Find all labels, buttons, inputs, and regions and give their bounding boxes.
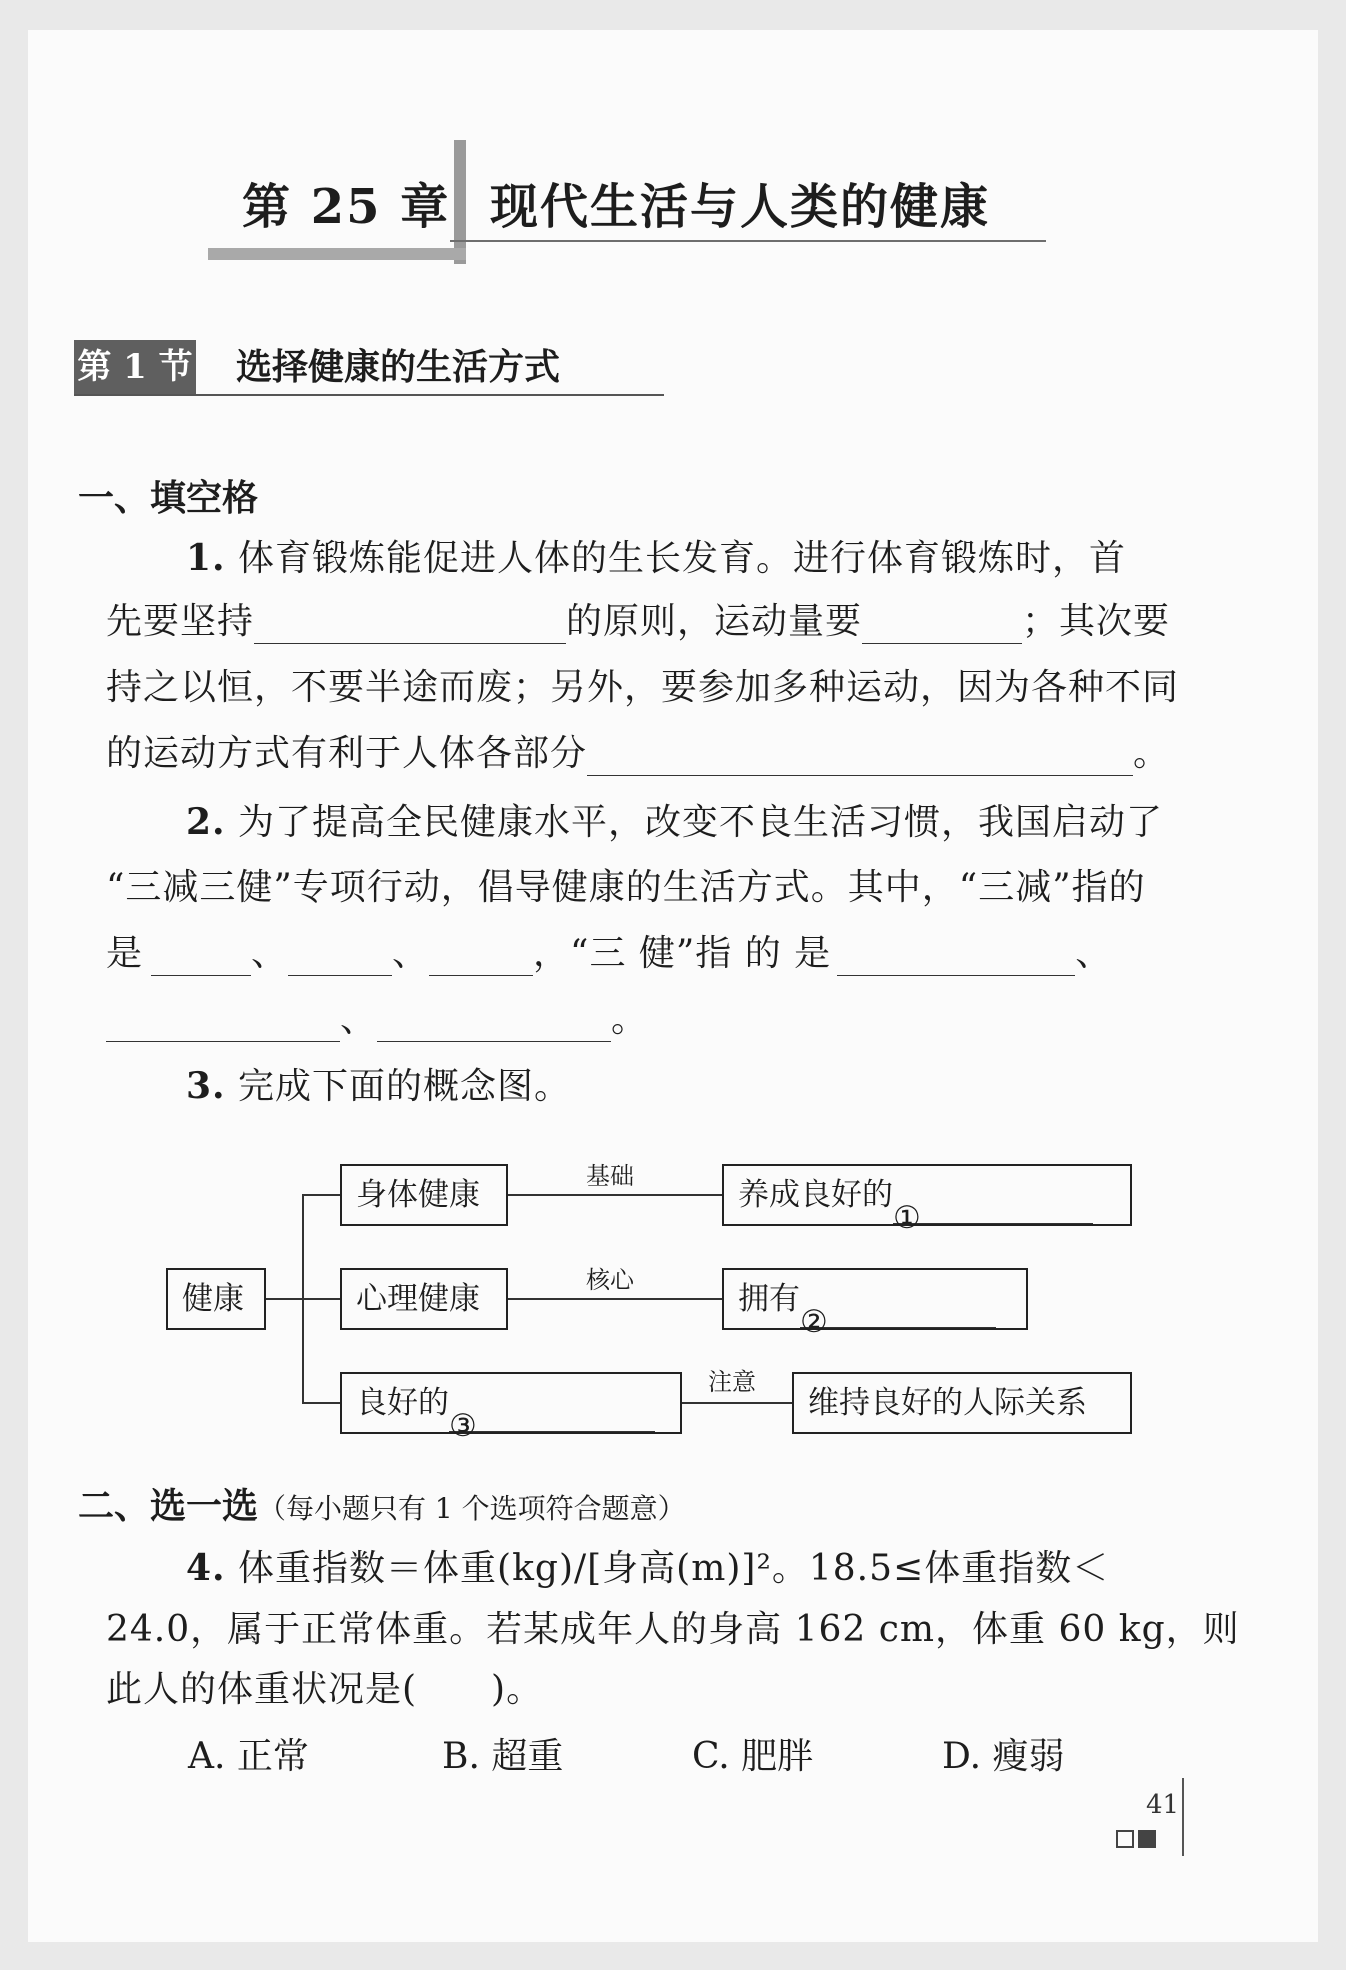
part1-heading: 一、填空格 (78, 478, 259, 519)
node-social (340, 1372, 682, 1444)
q1-text-2a: 先要坚持 (106, 601, 255, 642)
q4-text-1: 体重指数＝体重(kg)/[身高(m)]²。18.5≤体重指数＜ (238, 1548, 1110, 1589)
q2-sep-2: 、 (392, 933, 430, 974)
part2-heading-note: （每小题只有 1 个选项符合题意） (258, 1492, 686, 1525)
q2-sep-4: 、 (340, 999, 378, 1040)
q2-end: 。 (611, 999, 649, 1040)
option-b[interactable]: B. 超重 (442, 1736, 564, 1777)
q1-text-2b: 的原则，运动量要 (566, 601, 863, 642)
q2-sep-3: 、 (1075, 933, 1113, 974)
edge-line-2 (508, 1298, 722, 1300)
chapter-divider-bar (454, 140, 466, 264)
edge-line-1 (508, 1194, 722, 1196)
q2-blank-1[interactable] (151, 939, 251, 976)
q2-sep-1: 、 (251, 933, 289, 974)
chapter-number: 第 25 章 (242, 179, 451, 235)
edge-label-foundation: 基础 (586, 1162, 634, 1190)
edge-label-core: 核心 (586, 1266, 634, 1294)
q1-text-4b: 。 (1133, 733, 1171, 774)
q2-text-3a: 是 (106, 933, 144, 974)
q2-blank-5[interactable] (106, 1005, 340, 1042)
q4-line1 (186, 1546, 1109, 1591)
option-d[interactable]: D. 瘦弱 (942, 1736, 1065, 1777)
circle-3-marker: ③ (449, 1408, 477, 1444)
q1-blank-1[interactable] (254, 607, 566, 644)
page-number-bar (1182, 1778, 1184, 1856)
q1-text-2c: ；其次要 (1022, 601, 1171, 642)
root-connector (266, 1298, 302, 1300)
branch-2 (302, 1298, 342, 1300)
branch-3 (302, 1402, 342, 1404)
q3-line (186, 1064, 571, 1109)
q2-number: 2. (186, 801, 226, 843)
q1-text-1: 体育锻炼能促进人体的生长发育。进行体育锻炼时，首 (238, 538, 1127, 579)
q1-line3: 持之以恒，不要半途而废；另外，要参加多种运动，因为各种不同 (106, 667, 1180, 708)
edge-line-3 (682, 1402, 792, 1404)
blank-2[interactable] (800, 1293, 996, 1340)
node-physical-health: 身体健康 (340, 1164, 508, 1226)
chapter-underline (450, 240, 1046, 242)
q2-line1 (186, 800, 1163, 845)
node-target-3: 维持良好的人际关系 (792, 1372, 1132, 1434)
blank-3[interactable] (449, 1397, 655, 1444)
filled-square-icon (1138, 1830, 1156, 1848)
option-c[interactable]: C. 肥胖 (692, 1736, 814, 1777)
blank-1[interactable] (893, 1189, 1093, 1236)
part2-heading (78, 1478, 686, 1529)
node-target-2 (722, 1268, 1028, 1340)
part2-heading-text: 二、选一选 (78, 1486, 259, 1527)
node-mental-health: 心理健康 (340, 1268, 508, 1330)
q1-blank-2[interactable] (862, 607, 1022, 644)
q3-number: 3. (186, 1065, 226, 1107)
node-health: 健康 (166, 1268, 266, 1330)
q2-line3 (106, 932, 1112, 976)
q2-blank-4[interactable] (837, 939, 1075, 976)
q3-text: 完成下面的概念图。 (238, 1066, 572, 1107)
q2-blank-2[interactable] (288, 939, 392, 976)
q2-text-3b: ，“三 健”指 的 是 (533, 933, 832, 974)
circle-2-marker: ② (800, 1304, 828, 1340)
node-target-1-prefix: 养成良好的 (738, 1177, 893, 1213)
q2-line2: “三减三健”专项行动，倡导健康的生活方式。其中，“三减”指的 (106, 867, 1146, 908)
q4-line2: 24.0，属于正常体重。若某成年人的身高 162 cm，体重 60 kg，则 (106, 1609, 1240, 1650)
node-social-prefix: 良好的 (356, 1385, 449, 1421)
q1-blank-3[interactable] (587, 739, 1133, 776)
branch-1 (302, 1194, 342, 1196)
node-target-1 (722, 1164, 1132, 1236)
q1-line2 (106, 600, 1170, 644)
chapter-shadow-bar (208, 248, 466, 260)
hollow-square-icon (1116, 1830, 1134, 1848)
edge-label-attention: 注意 (708, 1368, 756, 1396)
page (28, 30, 1318, 1942)
q1-line1 (186, 536, 1126, 581)
q4-number: 4. (186, 1547, 226, 1589)
q2-text-1: 为了提高全民健康水平，改变不良生活习惯，我国启动了 (238, 802, 1164, 843)
circle-1-marker: ① (893, 1200, 921, 1236)
q1-text-4a: 的运动方式有利于人体各部分 (106, 733, 588, 774)
q2-blank-3[interactable] (429, 939, 533, 976)
node-target-2-prefix: 拥有 (738, 1281, 800, 1317)
q1-number: 1. (186, 537, 226, 579)
q1-line4 (106, 732, 1170, 776)
section-title: 选择健康的生活方式 (236, 346, 561, 388)
option-a[interactable]: A. 正常 (188, 1736, 309, 1777)
chapter-title: 现代生活与人类的健康 (490, 179, 991, 235)
page-number: 41 (1146, 1790, 1180, 1820)
q2-blank-6[interactable] (377, 1005, 611, 1042)
section-badge: 第 1 节 (74, 340, 196, 394)
q4-line3: 此人的体重状况是( )。 (106, 1669, 544, 1710)
section-underline (74, 394, 664, 396)
q2-line4 (106, 998, 648, 1042)
